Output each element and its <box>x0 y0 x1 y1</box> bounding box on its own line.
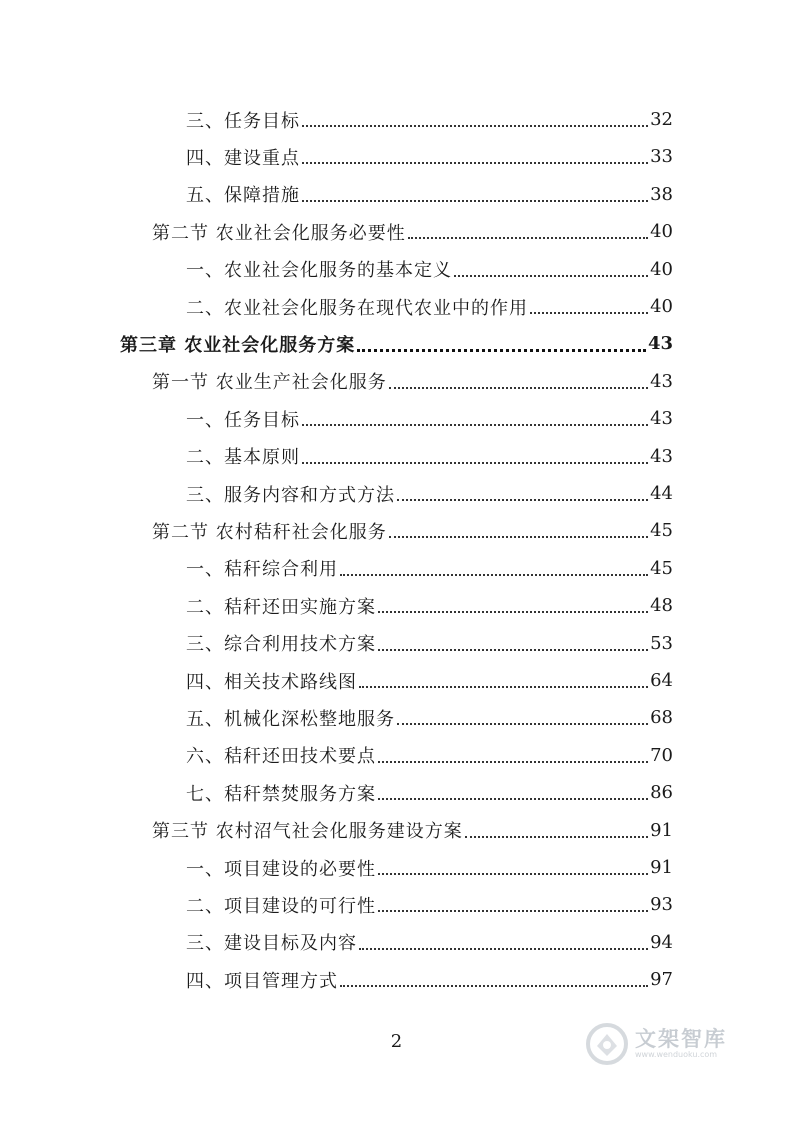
toc-entry[interactable] <box>186 625 673 662</box>
toc-entry[interactable] <box>186 662 673 699</box>
toc-entry[interactable] <box>186 849 673 886</box>
toc-leader-dots <box>302 423 648 426</box>
toc-entry-label: 六、秸秆还田技术要点 <box>186 746 376 768</box>
toc-entry-page: 38 <box>650 183 673 205</box>
toc-entry-label: 三、任务目标 <box>186 110 300 132</box>
toc-leader-dots <box>378 797 648 800</box>
toc-entry[interactable] <box>186 176 673 213</box>
toc-entry-page: 70 <box>650 744 673 766</box>
toc-entry[interactable] <box>186 774 673 811</box>
toc-leader-dots <box>397 722 648 725</box>
toc-entry-page: 43 <box>650 445 673 467</box>
toc-entry-page: 68 <box>650 707 673 729</box>
toc-entry-label: 二、基本原则 <box>186 447 300 469</box>
toc-entry-label: 一、项目建设的必要性 <box>186 858 376 880</box>
toc-leader-dots <box>302 161 648 164</box>
toc-entry-label: 五、保障措施 <box>186 185 300 207</box>
toc-entry-label: 一、秸秆综合利用 <box>186 559 338 581</box>
toc-leader-dots <box>408 236 648 239</box>
toc-entry[interactable] <box>120 325 673 362</box>
toc-entry-label: 三、建设目标及内容 <box>186 933 357 955</box>
toc-entry-page: 32 <box>650 109 673 130</box>
toc-entry-page: 45 <box>650 520 673 542</box>
toc-leader-dots <box>357 348 646 352</box>
watermark-logo <box>585 1022 785 1066</box>
toc-entry[interactable] <box>186 924 673 961</box>
toc-leader-dots <box>530 311 648 314</box>
toc-leader-dots <box>340 984 648 987</box>
toc-entry[interactable] <box>186 138 673 175</box>
toc-entry-page: 45 <box>650 557 673 579</box>
toc-leader-dots <box>302 461 648 464</box>
toc-entry-page: 43 <box>647 333 673 355</box>
toc-entry-page: 44 <box>650 483 673 504</box>
toc-entry-label: 五、机械化深松整地服务 <box>186 708 395 730</box>
toc-entry-label: 第一节 农业生产社会化服务 <box>152 372 387 394</box>
toc-entry-label: 一、任务目标 <box>186 409 300 431</box>
watermark-title: 文架智库 <box>635 1027 727 1051</box>
toc-entry-label: 二、农业社会化服务在现代农业中的作用 <box>186 297 528 319</box>
toc-entry-label: 四、项目管理方式 <box>186 970 338 992</box>
toc-leader-dots <box>359 947 648 950</box>
toc-entry[interactable] <box>186 400 673 437</box>
toc-leader-dots <box>302 124 648 127</box>
page-number: 2 <box>390 1031 403 1052</box>
toc-entry-label: 三、服务内容和方式方法 <box>186 484 395 506</box>
toc-entry[interactable] <box>152 512 673 549</box>
toc-entry-label: 第二节 农村秸秆社会化服务 <box>152 521 387 543</box>
toc-leader-dots <box>378 648 648 651</box>
toc-leader-dots <box>359 685 648 688</box>
watermark-icon <box>585 1022 629 1066</box>
toc-entry-page: 43 <box>650 370 673 392</box>
toc-entry-page: 40 <box>650 221 673 243</box>
toc-leader-dots <box>389 386 648 389</box>
toc-entry[interactable] <box>186 101 673 138</box>
toc-entry[interactable] <box>186 475 673 512</box>
toc-entry-page: 91 <box>650 819 673 841</box>
toc-entry-label: 第二节 农业社会化服务必要性 <box>152 222 406 244</box>
toc-entry-label: 四、建设重点 <box>186 147 300 169</box>
toc-entry[interactable] <box>152 213 673 250</box>
toc-entry-page: 40 <box>650 296 673 317</box>
toc-leader-dots <box>454 274 648 277</box>
toc-leader-dots <box>378 909 648 912</box>
toc-entry-page: 86 <box>650 782 673 804</box>
watermark-url: www.wenduoku.com <box>635 1050 718 1059</box>
toc-leader-dots <box>389 535 648 538</box>
toc-entry-label: 三、综合利用技术方案 <box>186 634 376 656</box>
toc-entry-page: 64 <box>650 670 673 691</box>
toc-leader-dots <box>397 498 648 501</box>
toc-entry-label: 七、秸秆禁焚服务方案 <box>186 783 376 805</box>
toc-entry[interactable] <box>152 812 673 849</box>
toc-entry[interactable] <box>186 587 673 624</box>
toc-leader-dots <box>302 199 648 202</box>
toc-entry-label: 二、秸秆还田实施方案 <box>186 596 376 618</box>
toc-entry-label: 第三节 农村沼气社会化服务建设方案 <box>152 821 463 843</box>
toc-leader-dots <box>340 573 648 576</box>
toc-entry-page: 91 <box>650 857 673 878</box>
toc-entry-label: 一、农业社会化服务的基本定义 <box>186 260 452 282</box>
toc-leader-dots <box>378 760 648 763</box>
toc-entry[interactable] <box>186 288 673 325</box>
toc-entry[interactable] <box>186 961 673 998</box>
toc-entry[interactable] <box>186 699 673 736</box>
toc-entry[interactable] <box>186 550 673 587</box>
toc-entry[interactable] <box>186 438 673 475</box>
toc-entry[interactable] <box>152 363 673 400</box>
toc-entry-label: 四、相关技术路线图 <box>186 671 357 693</box>
toc-leader-dots <box>378 610 648 613</box>
toc-entry[interactable] <box>186 251 673 288</box>
toc-entry[interactable] <box>186 737 673 774</box>
toc-entry-page: 97 <box>650 969 673 991</box>
toc-entry-page: 48 <box>650 595 673 617</box>
toc-entry-page: 33 <box>650 146 673 168</box>
toc-entry-page: 40 <box>650 258 673 280</box>
toc-entry-page: 93 <box>650 894 673 916</box>
toc-entry-label: 第三章 农业社会化服务方案 <box>120 334 356 356</box>
toc-entry-page: 94 <box>650 931 673 953</box>
toc-entry[interactable] <box>186 886 673 923</box>
toc-entry-label: 二、项目建设的可行性 <box>186 895 376 917</box>
toc-entry-page: 53 <box>650 632 673 654</box>
toc-leader-dots <box>465 835 648 838</box>
toc-leader-dots <box>378 872 648 875</box>
toc-entry-page: 43 <box>650 408 673 430</box>
